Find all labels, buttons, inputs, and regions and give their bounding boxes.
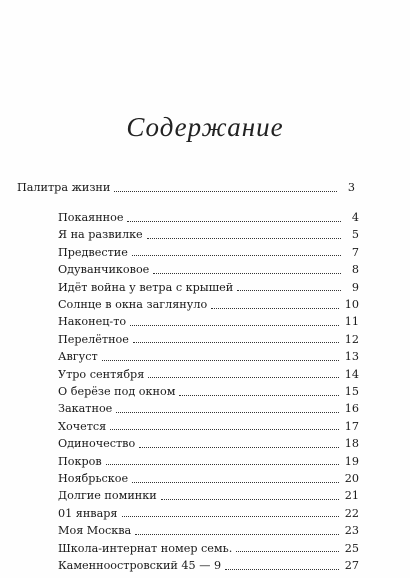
toc-entry [58,349,359,365]
dot-leader [147,238,341,239]
dot-leader [211,308,339,309]
toc-entry-label: Идёт война у ветра с крышей [58,280,234,294]
dot-leader [106,464,339,465]
toc-entry-label: О берёзе под окном [58,385,176,398]
toc-entry-label: Долгие поминки [58,489,157,503]
toc-entry-label: Одуванчиковое [58,263,150,277]
toc-entry [58,541,359,557]
toc-entry-label: Закатное [58,402,113,416]
toc-entry-page: 17 [344,419,359,433]
toc-entry-page: 7 [351,245,359,259]
dot-leader [114,191,337,192]
dot-leader [132,255,341,256]
toc-entry-label: Покаянное [58,211,124,224]
toc-entry [58,471,359,487]
toc-entry [58,262,359,278]
toc-entry [58,227,359,243]
toc-entry-page: 5 [351,228,359,242]
toc-entry-page: 19 [344,454,359,468]
toc-entry [58,210,359,226]
toc-entry-page: 4 [351,211,359,224]
toc-entry-page: 10 [344,298,359,311]
toc-entry-label: Август [58,350,98,364]
dot-leader [130,325,339,326]
toc-entry [58,558,359,574]
toc-entry-page: 25 [344,541,359,555]
toc-entry [58,384,359,400]
toc-entry-label: Перелётное [58,332,129,346]
toc-entry-page: 14 [344,367,359,381]
toc-entry-label: Предвестие [58,245,128,259]
toc-entry-page: 23 [344,524,359,538]
toc-entry [58,436,359,452]
toc-section-entry [17,180,355,196]
toc-entry-page: 11 [344,315,359,329]
toc-entry-label: Солнце в окна заглянуло [58,298,208,311]
toc-entry-page: 21 [344,489,359,503]
dot-leader [236,551,338,552]
dot-leader [237,290,341,291]
dot-leader [122,516,339,517]
toc-entry-label: Ноябрьское [58,472,129,485]
toc-entry-page: 12 [344,332,359,346]
dot-leader [153,273,341,274]
toc-entry-page: 8 [351,263,359,277]
toc-entry-label: Утро сентября [58,367,145,381]
dot-leader [132,482,339,483]
toc-entry-label: Школа-интернат номер семь. [58,541,233,555]
dot-leader [135,534,339,535]
dot-leader [116,412,338,413]
toc-entry [58,401,359,417]
dot-leader [179,395,338,396]
page-title: Содержание [126,112,284,142]
dot-leader [127,221,341,222]
dot-leader [139,447,339,448]
toc-entry-page: 22 [344,506,359,520]
toc-entry [58,297,359,313]
toc-entry-page: 20 [344,472,359,485]
toc-entry-page: 15 [344,385,359,398]
toc-entry-label: Моя Москва [58,524,132,538]
toc-section-label: Палитра жизни [17,181,111,194]
toc-entry-label: Каменноостровский 45 — 9 [58,559,222,572]
toc-section-page: 3 [347,181,355,194]
toc-entry-page: 27 [344,559,359,572]
dot-leader [110,429,339,430]
dot-leader [133,342,339,343]
dot-leader [161,499,339,500]
toc-entry-label: Покров [58,454,102,468]
dot-leader [102,360,339,361]
toc-entry-label: Хочется [58,419,107,433]
toc-entry [58,454,359,470]
toc-entry-page: 9 [351,280,359,294]
dot-leader [148,377,338,378]
toc-entry-label: Наконец-то [58,315,127,329]
toc-entry [58,314,359,330]
dot-leader [225,569,339,570]
toc-entry [58,419,359,435]
toc-entry-page: 16 [344,402,359,416]
toc-entry-label: Я на развилке [58,228,143,242]
toc-entry-label: Одиночество [58,437,136,451]
toc-entry [58,245,359,261]
toc-entry [58,280,359,296]
toc-entry [58,367,359,383]
toc-entry [58,488,359,504]
toc-entry-label: 01 января [58,506,118,520]
toc-entry-page: 18 [344,437,359,451]
toc-entry-page: 13 [344,350,359,364]
toc-entry [58,506,359,522]
toc-entry [58,332,359,348]
toc-entry [58,523,359,539]
